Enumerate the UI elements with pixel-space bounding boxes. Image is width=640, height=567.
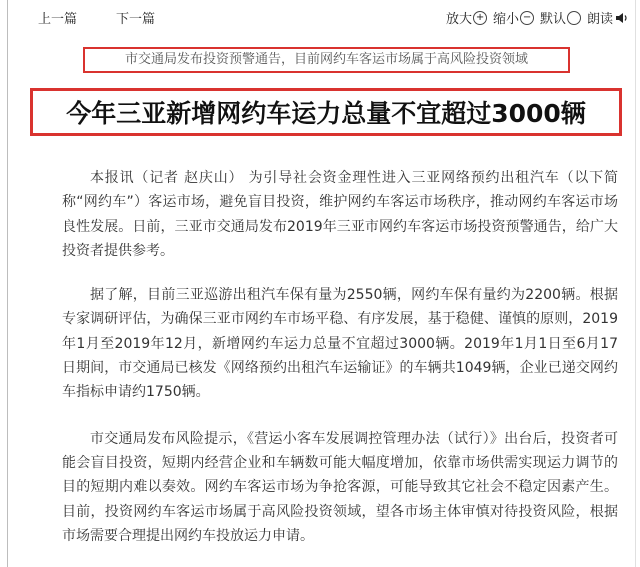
- speaker-icon: [615, 11, 629, 25]
- article-body: [62, 166, 618, 566]
- next-article-link[interactable]: 下一篇: [116, 12, 156, 27]
- default-size-label: 默认: [540, 12, 567, 27]
- article-paragraph: 市交通局发布风险提示，《营运小客车发展调控管理办法（试行）》出台后，投资者可能会盲目投资，短期内经营企业和车辆数可能大幅度增加，依靠市场供需实现运力调节的目的短期内难以奏效。网约车客运市场为争抢客源，可能导致其它社会不稳定因素产生。目前，投资网约车客运市场属于高风险投资领域，望各市场主体审慎对待投资风险，根据市场需要合理提出网约车投放运力申请。: [62, 430, 618, 544]
- article-subtitle: 市交通局发布投资预警通告，目前网约车客运市场属于高风险投资领域: [83, 47, 570, 73]
- zoom-out-button[interactable]: [493, 8, 534, 27]
- prev-article-link[interactable]: 上一篇: [38, 12, 78, 27]
- top-toolbar: [0, 0, 640, 34]
- read-aloud-label: 朗读: [587, 12, 614, 27]
- read-aloud-button[interactable]: [587, 8, 629, 27]
- zoom-in-button[interactable]: [446, 8, 487, 27]
- minus-circle-icon: −: [520, 11, 534, 25]
- frame-border-left: [7, 0, 8, 567]
- plus-circle-icon: +: [473, 11, 487, 25]
- article-paragraph: 据了解，目前三亚巡游出租汽车保有量为2550辆，网约车保有量约为2200辆。根据专家调研评估，为确保三亚市网约车市场平稳、有序发展，基于稳健、谨慎的原则，2019年1月至2019年12月，新增网约车运力总量不宜超过3000辆。2019年1月1日至6月17日期间，市交通局已核发《网络预约出租汽车运输证》的车辆共1049辆，企业已递交网约车指标申请约1750辆。: [62, 287, 618, 401]
- default-size-button[interactable]: [540, 8, 581, 27]
- article-title-box: [30, 88, 622, 136]
- text-tools: [446, 8, 635, 27]
- zoom-out-label: 缩小: [493, 12, 520, 27]
- zoom-in-label: 放大: [446, 12, 473, 27]
- circle-icon: [567, 11, 581, 25]
- article-title: 今年三亚新增网约车运力总量不宜超过3000辆: [66, 99, 586, 128]
- article-paragraph: 本报讯（记者 赵庆山） 为引导社会资金理性进入三亚网络预约出租汽车（以下简称“网约车”）客运市场，避免盲目投资，维护网约车客运市场秩序，推动网约车客运市场良性发展。日前，三亚市交通局发布2019年三亚市网约车客运市场投资预警通告，给广大投资者提供参考。: [62, 170, 618, 259]
- frame-border-right: [635, 0, 636, 567]
